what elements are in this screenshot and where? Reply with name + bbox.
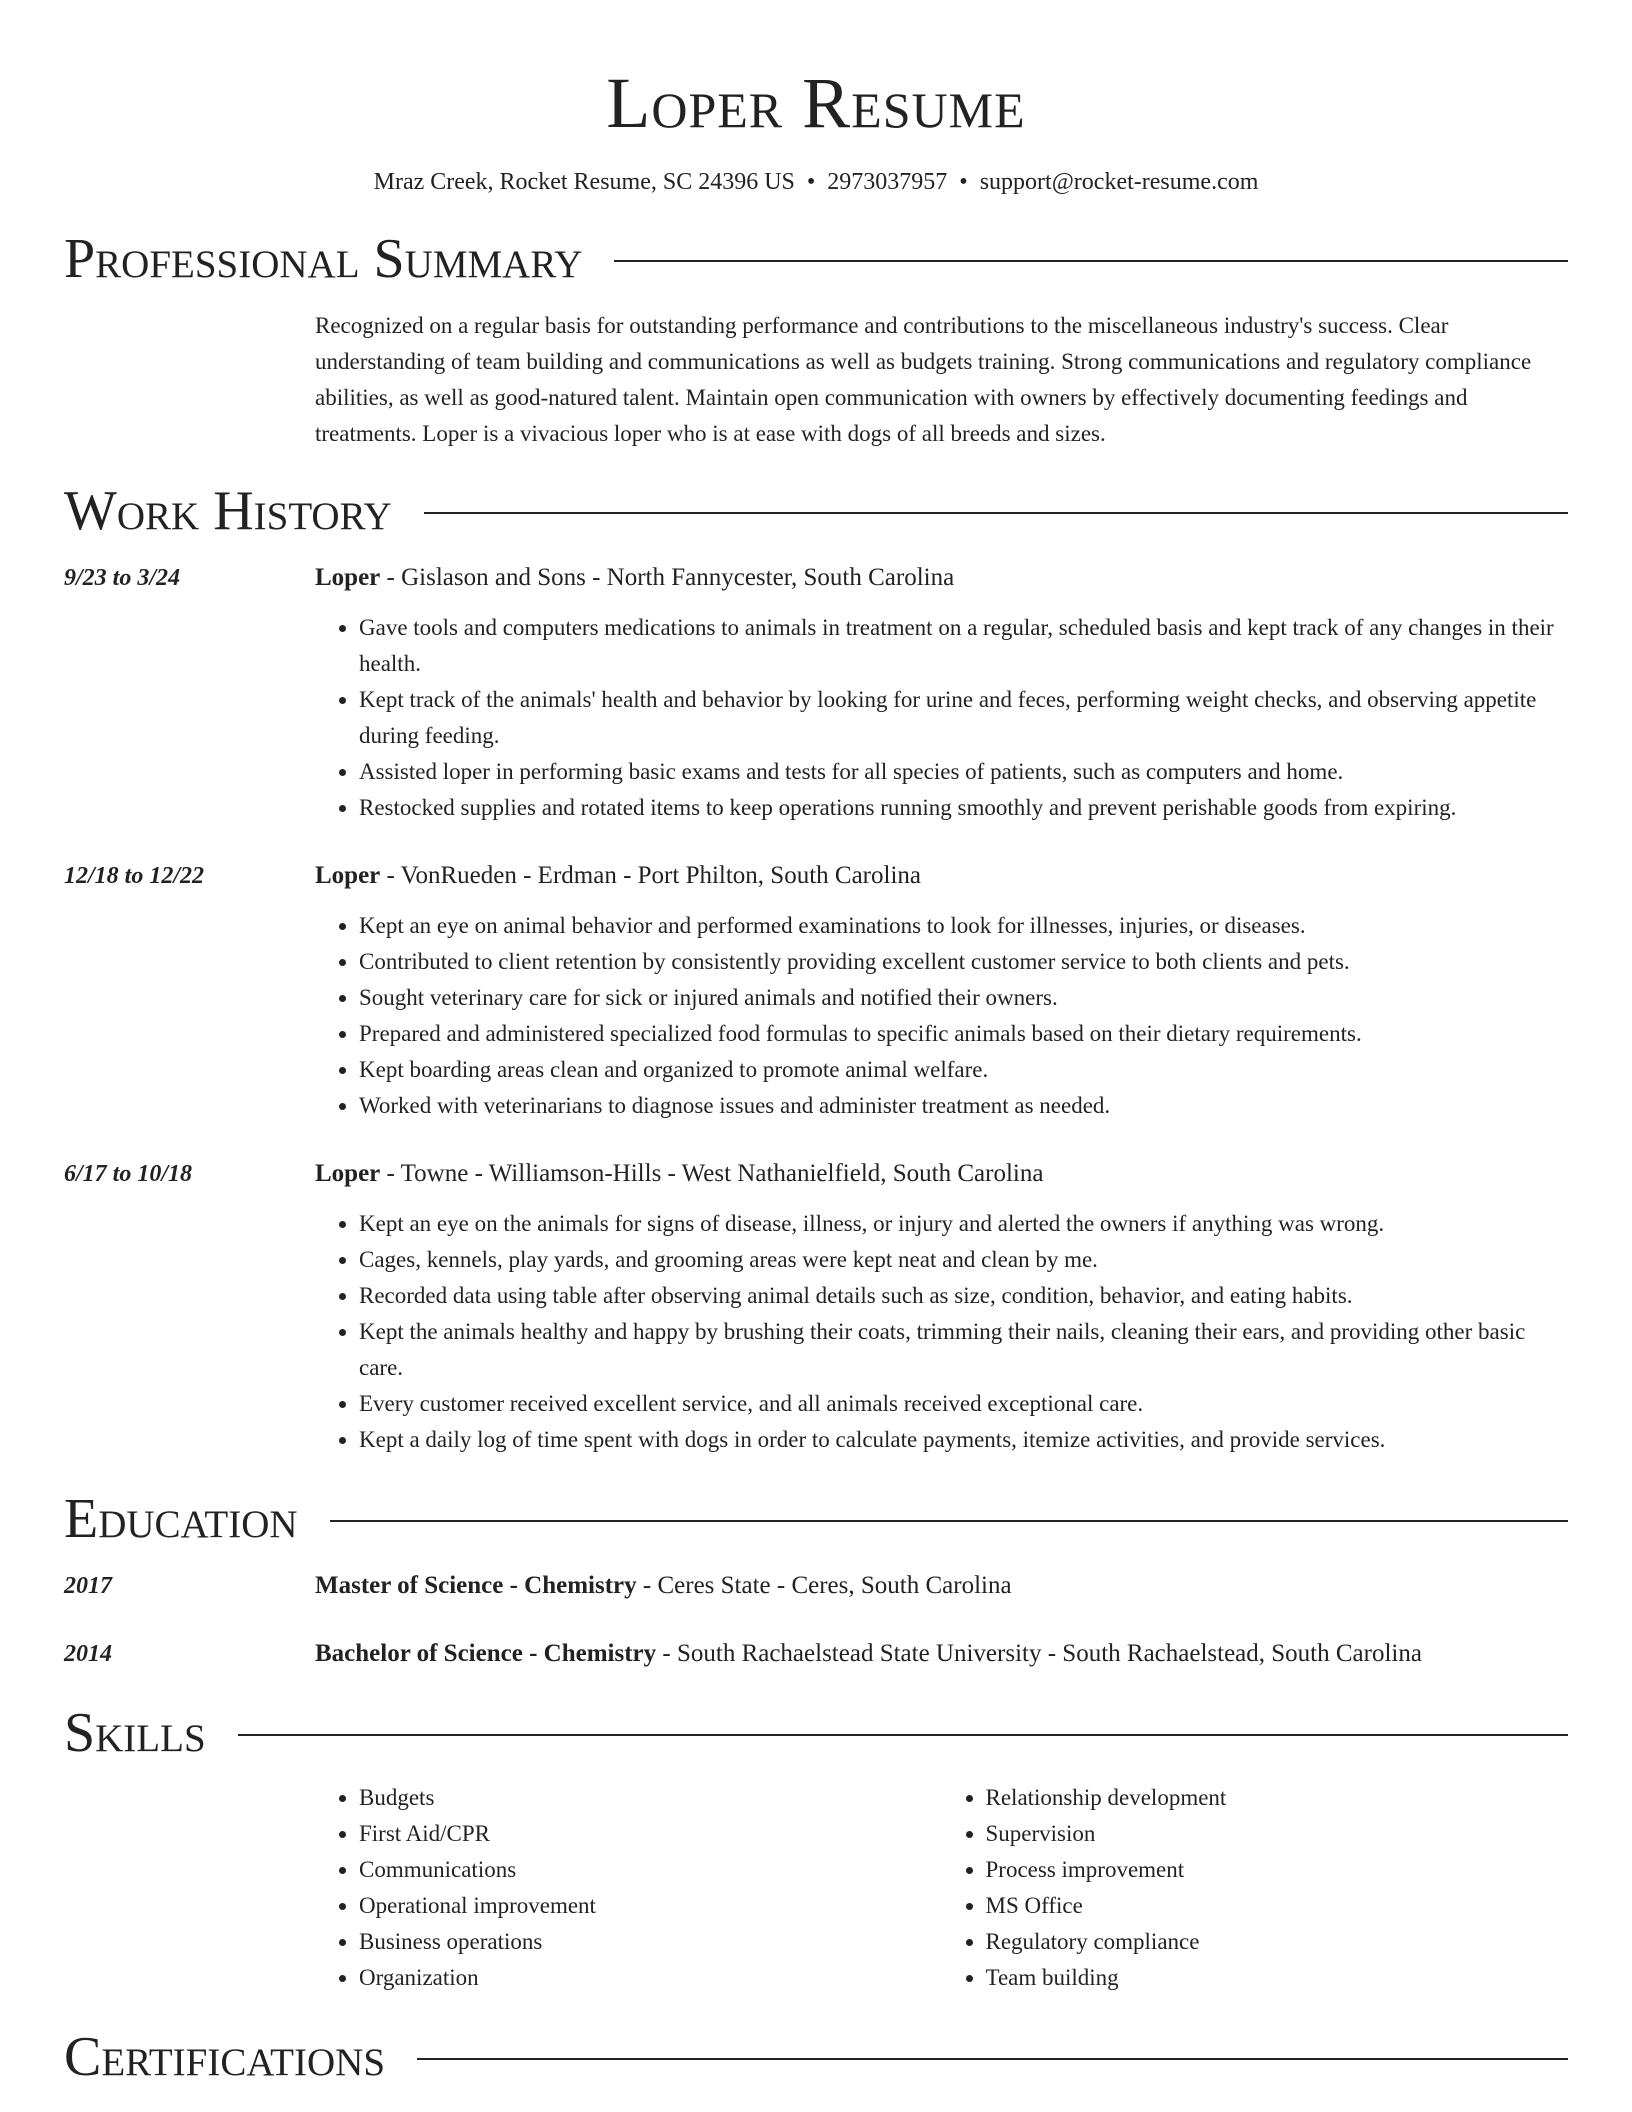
work-bullet: • Restocked supplies and rotated items to keep operations running smoothly and prevent perishable goods from expiring.: [359, 790, 1568, 826]
work-entry: [64, 560, 1568, 826]
skill-item: • Budgets: [359, 1780, 942, 1816]
education-details: - Ceres State - Ceres, South Carolina: [636, 1572, 1012, 1599]
work-role: Loper: [315, 564, 381, 591]
work-role: Loper: [315, 1160, 381, 1187]
work-bullet: • Assisted loper in performing basic exams and tests for all species of patients, such as computers and home.: [359, 754, 1568, 790]
section-divider: [330, 1520, 1568, 1522]
work-body: [315, 560, 1568, 826]
work-title: [315, 858, 1568, 894]
education-section-title: Education: [64, 1488, 298, 1550]
work-bullet: • Cages, kennels, play yards, and grooming areas were kept neat and clean by me.: [359, 1242, 1568, 1278]
skills-list: [942, 1780, 1569, 1996]
contact-separator: •: [806, 169, 816, 195]
education-title: [315, 1568, 1568, 1604]
work-bullet: • Kept the animals healthy and happy by brushing their coats, trimming their nails, cleaning their ears, and providing other basic care.: [359, 1314, 1568, 1386]
education-entry: [64, 1568, 1568, 1604]
work-date: 9/23 to 3/24: [64, 565, 181, 591]
education-body: [315, 1568, 1568, 1604]
skill-item: • Communications: [359, 1852, 942, 1888]
skill-item: • Team building: [986, 1960, 1569, 1996]
work-bullets: [315, 1206, 1568, 1458]
education-section-header: [64, 1488, 1568, 1550]
summary-section-title: Professional Summary: [64, 228, 583, 290]
work-bullets: [315, 610, 1568, 826]
certifications-section-title: Certifications: [64, 2026, 386, 2088]
skill-item: • Operational improvement: [359, 1888, 942, 1924]
work-bullet: • Prepared and administered specialized food formulas to specific animals based on their dietary requirements.: [359, 1016, 1568, 1052]
skill-item: • Business operations: [359, 1924, 942, 1960]
work-bullet: • Worked with veterinarians to diagnose issues and administer treatment as needed.: [359, 1088, 1568, 1124]
skills-grid: [315, 1780, 1568, 1996]
work-body: [315, 1156, 1568, 1458]
work-bullet: • Kept track of the animals' health and behavior by looking for urine and feces, performing weight checks, and observing appetite during feeding.: [359, 682, 1568, 754]
work-details: - Gislason and Sons - North Fannycester, South Carolina: [380, 564, 955, 591]
resume-name: Loper Resume: [606, 63, 1026, 143]
education-year: 2014: [64, 1641, 112, 1667]
work-section-header: [64, 480, 1568, 542]
education-entry: [64, 1636, 1568, 1672]
skill-item: • Organization: [359, 1960, 942, 1996]
education-degree: Bachelor of Science - Chemistry: [315, 1640, 657, 1667]
summary-text: Recognized on a regular basis for outstanding performance and contributions to the miscellaneous industry's success. Clear understanding of team building and communications as well as budgets training. Strong communications and regulatory compliance abilities, as well as good-natured talent. Maintain open communication with owners by effectively documenting feedings and treatments. Loper is a vivacious loper who is at ease with dogs of all breeds and sizes.: [315, 313, 1532, 446]
skills-list: [315, 1780, 942, 1996]
education-body: [315, 1636, 1568, 1672]
work-details: - Towne - Williamson-Hills - West Nathanielfield, South Carolina: [380, 1160, 1044, 1187]
skill-item: • Regulatory compliance: [986, 1924, 1569, 1960]
contact-separator: •: [959, 169, 968, 195]
work-bullet: • Every customer received excellent service, and all animals received exceptional care.: [359, 1386, 1568, 1422]
skills-column-left: [315, 1780, 942, 1996]
work-entry: [64, 1156, 1568, 1458]
work-bullets: [315, 908, 1568, 1124]
education-degree: Master of Science - Chemistry: [315, 1572, 637, 1599]
work-bullet: • Kept a daily log of time spent with dogs in order to calculate payments, itemize activities, and provide services.: [359, 1422, 1568, 1458]
work-entry: [64, 858, 1568, 1124]
skill-item: • Process improvement: [986, 1852, 1569, 1888]
work-title: [315, 560, 1568, 596]
work-bullet: • Sought veterinary care for sick or injured animals and notified their owners.: [359, 980, 1568, 1016]
work-bullet: • Contributed to client retention by consistently providing excellent customer service to both clients and pets.: [359, 944, 1568, 980]
contact-line: [64, 166, 1568, 198]
skill-item: • Relationship development: [986, 1780, 1569, 1816]
work-title: [315, 1156, 1568, 1192]
skills-section-header: [64, 1702, 1568, 1764]
skill-item: • Supervision: [986, 1816, 1569, 1852]
work-bullet: • Kept boarding areas clean and organized to promote animal welfare.: [359, 1052, 1568, 1088]
section-divider: [238, 1734, 1568, 1736]
work-section-title: Work History: [64, 480, 392, 542]
education-details: - South Rachaelstead State University - South Rachaelstead, South Carolina: [656, 1640, 1422, 1667]
education-year: 2017: [64, 1573, 112, 1599]
contact-email: support@rocket-resume.com: [979, 169, 1259, 195]
work-bullet: • Kept an eye on the animals for signs of disease, illness, or injury and alerted the owners if anything was wrong.: [359, 1206, 1568, 1242]
work-bullet: • Recorded data using table after observing animal details such as size, condition, behavior, and eating habits.: [359, 1278, 1568, 1314]
work-date: 6/17 to 10/18: [64, 1161, 193, 1187]
section-divider: [417, 2058, 1568, 2060]
work-role: Loper: [315, 862, 381, 889]
skills-section-title: Skills: [64, 1702, 206, 1764]
summary-section-header: [64, 228, 1568, 290]
section-divider: [614, 260, 1568, 262]
skill-item: • MS Office: [986, 1888, 1569, 1924]
education-title: [315, 1636, 1568, 1672]
work-body: [315, 858, 1568, 1124]
skills-column-right: [942, 1780, 1569, 1996]
skill-item: • First Aid/CPR: [359, 1816, 942, 1852]
certifications-section-header: [64, 2026, 1568, 2088]
section-divider: [424, 512, 1568, 514]
work-details: - VonRueden - Erdman - Port Philton, South Carolina: [380, 862, 921, 889]
work-bullet: • Gave tools and computers medications to animals in treatment on a regular, scheduled basis and kept track of any changes in their health.: [359, 610, 1568, 682]
work-bullet: • Kept an eye on animal behavior and performed examinations to look for illnesses, injuries, or diseases.: [359, 908, 1568, 944]
work-date: 12/18 to 12/22: [64, 863, 205, 889]
contact-phone: 2973037957: [827, 169, 948, 195]
contact-address: Mraz Creek, Rocket Resume, SC 24396 US: [373, 169, 795, 195]
